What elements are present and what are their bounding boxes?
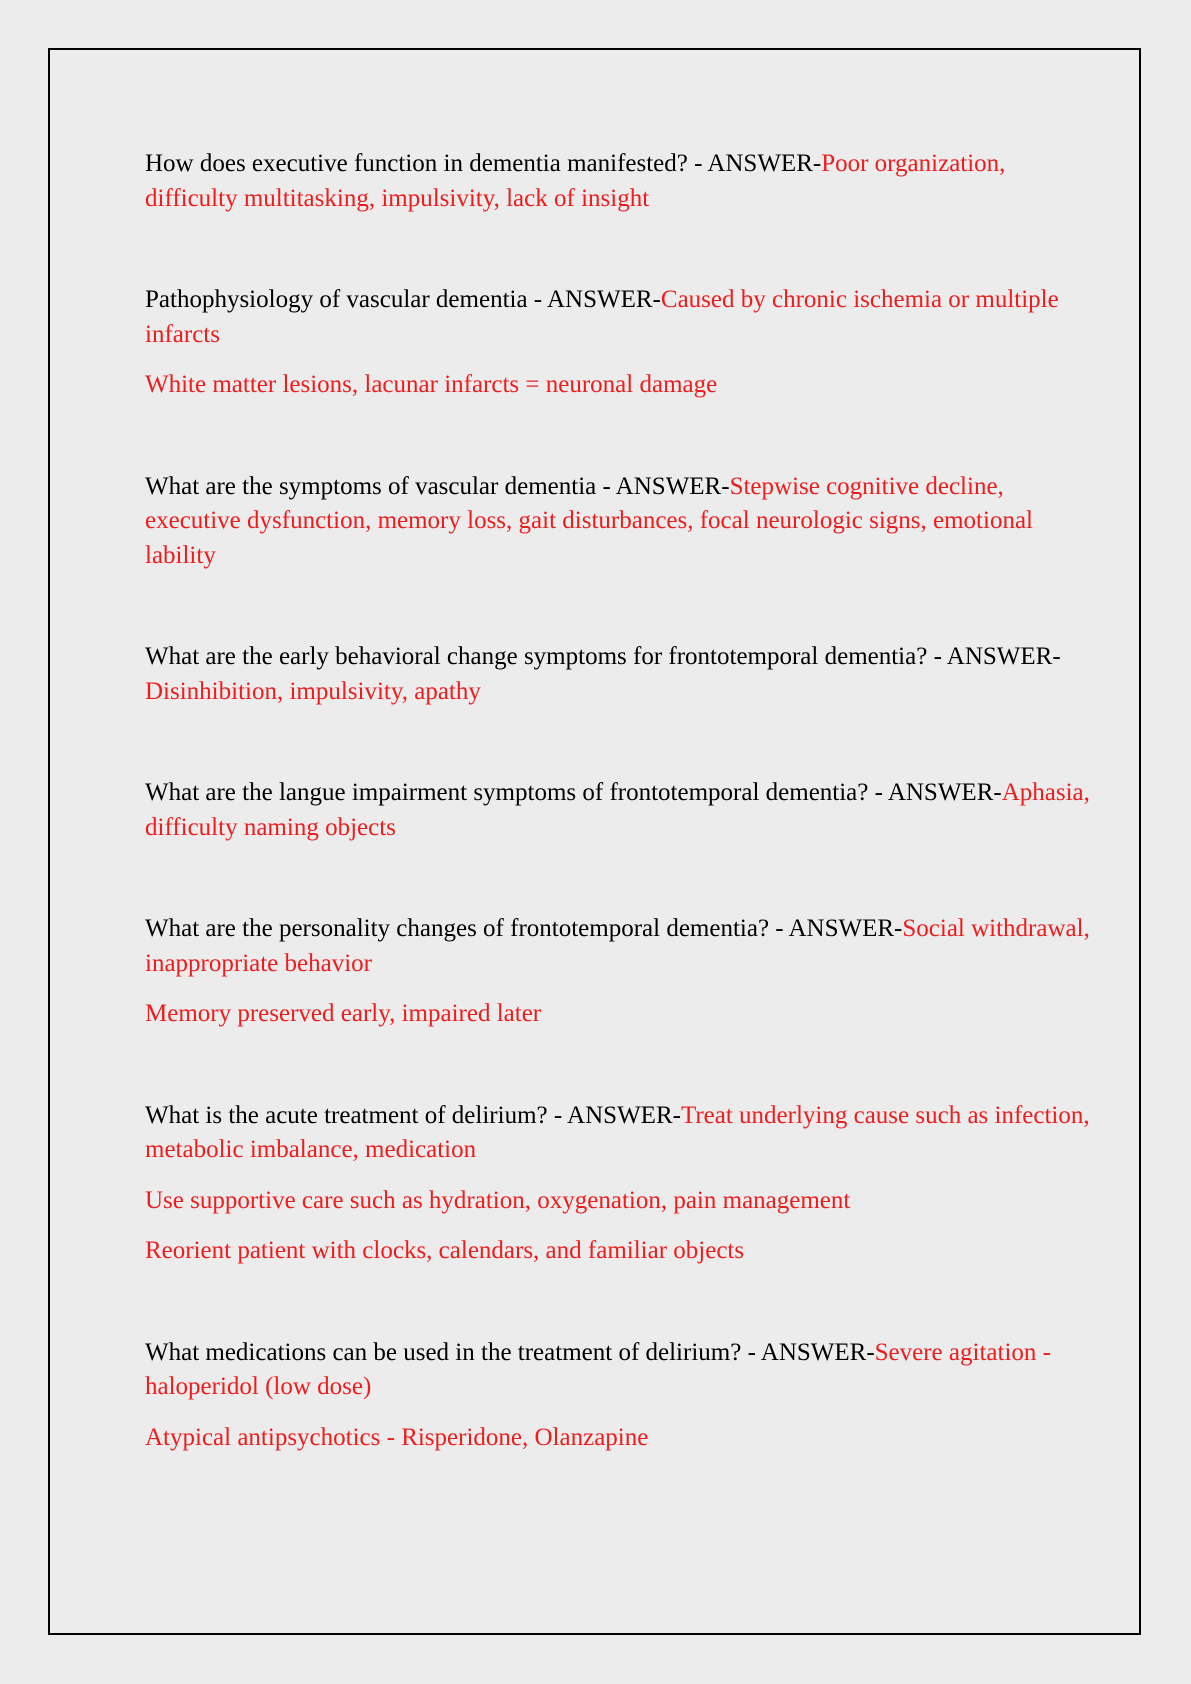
question-text: What medications can be used in the treatment of delirium? - ANSWER- [145, 1338, 875, 1366]
question-text: What are the early behavioral change symptoms for frontotemporal dementia? - ANSWER- [145, 643, 1061, 670]
qa-item [145, 640, 1095, 709]
qa-item [145, 283, 1095, 403]
page-frame [48, 48, 1141, 1635]
qa-list [145, 147, 1095, 1455]
qa-item [145, 1336, 1095, 1456]
qa-item [145, 912, 1095, 1032]
question-text: What is the acute treatment of delirium? - ANSWER- [145, 1101, 681, 1129]
answer-extra-text: Use supportive care such as hydration, oxygenation, pain management [145, 1186, 851, 1214]
answer-text: Treat underlying cause such as infection, metabolic imbalance, medication [145, 1101, 1090, 1163]
answer-text: Disinhibition, impulsivity, apathy [145, 677, 481, 705]
answer-text: Social withdrawal, inappropriate behavior [145, 915, 1090, 977]
qa-paragraph [145, 283, 1095, 352]
question-text: What are the personality changes of frontotemporal dementia? - ANSWER- [145, 915, 903, 942]
question-text: What are the langue impairment symptoms of frontotemporal dementia? - ANSWER- [145, 779, 1002, 806]
qa-paragraph [145, 912, 1095, 981]
qa-item [145, 1099, 1095, 1269]
answer-extra-text: Memory preserved early, impaired later [145, 1000, 542, 1027]
qa-paragraph [145, 640, 1095, 709]
answer-text: Caused by chronic ischemia or multiple infarcts [145, 286, 1059, 348]
qa-item [145, 776, 1095, 845]
question-text: What are the symptoms of vascular dementia - ANSWER- [145, 472, 730, 500]
answer-text: Aphasia, difficulty naming objects [145, 779, 1090, 841]
answer-extra-text: Atypical antipsychotics - Risperidone, Olanzapine [145, 1423, 649, 1451]
qa-paragraph [145, 470, 1095, 574]
qa-item [145, 470, 1095, 574]
answer-text: Stepwise cognitive decline, executive dysfunction, memory loss, gait disturbances, focal neurologic signs, emotional lability [145, 472, 1033, 569]
qa-paragraph [145, 147, 1095, 216]
answer-text: Severe agitation - haloperidol (low dose) [145, 1338, 1051, 1400]
answer-extra-text: Reorient patient with clocks, calendars, and familiar objects [145, 1237, 745, 1264]
qa-paragraph [145, 1099, 1095, 1168]
qa-paragraph [145, 1336, 1095, 1405]
question-text: How does executive function in dementia manifested? - ANSWER- [145, 150, 822, 177]
answer-extra-text: White matter lesions, lacunar infarcts = neuronal damage [145, 371, 718, 398]
question-text: Pathophysiology of vascular dementia - ANSWER- [145, 286, 661, 313]
answer-text: Poor organization, difficulty multitasking, impulsivity, lack of insight [145, 150, 1006, 212]
qa-paragraph [145, 776, 1095, 845]
qa-item [145, 147, 1095, 216]
